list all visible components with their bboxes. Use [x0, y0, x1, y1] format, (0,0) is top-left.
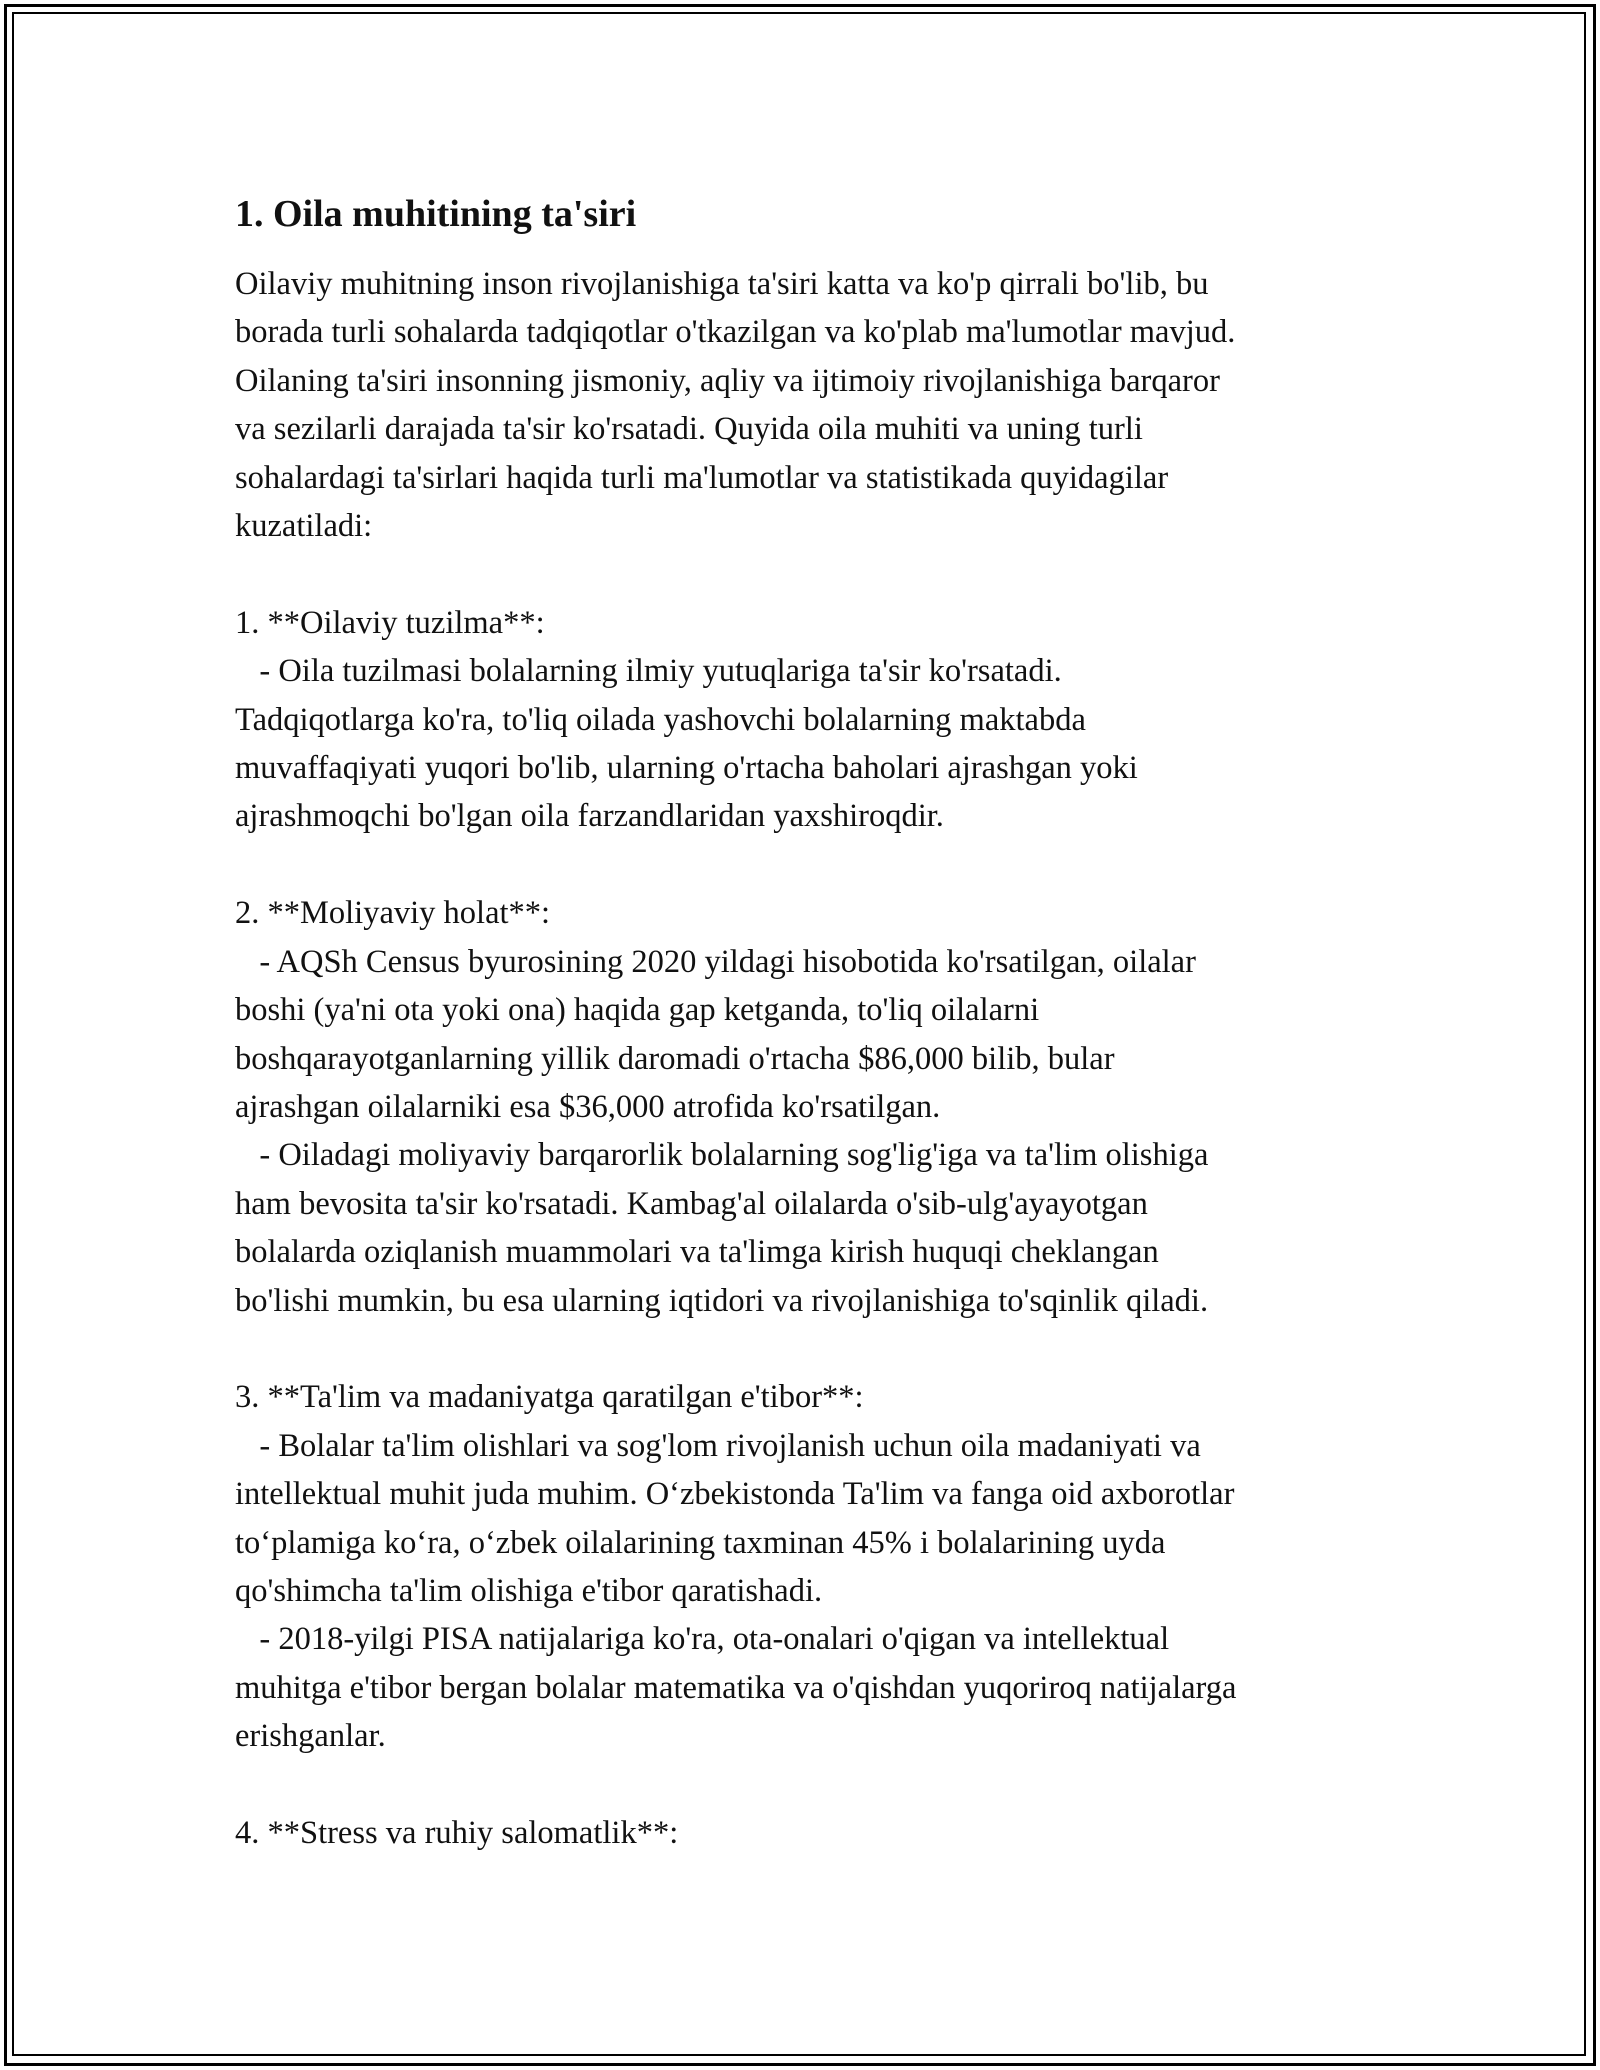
text-line: - Oila tuzilmasi bolalarning ilmiy yutuqlariga ta'sir ko'rsatadi.	[235, 653, 1062, 690]
text-line: - AQSh Census byurosining 2020 yildagi hisobotida ko'rsatilgan, oilalar	[235, 943, 1196, 980]
text-line: Oilaning ta'siri insonning jismoniy, aqliy va ijtimoiy rivojlanishiga barqaror	[235, 362, 1220, 399]
text-line: 1. **Oilaviy tuzilma**:	[235, 604, 545, 641]
text-line: to‘plamiga ko‘ra, o‘zbek oilalarining taxminan 45% i bolalarining uyda	[235, 1524, 1166, 1561]
text-line: bo'lishi mumkin, bu esa ularning iqtidori va rivojlanishiga to'sqinlik qiladi.	[235, 1282, 1209, 1319]
text-line: boshqarayotganlarning yillik daromadi o'rtacha $86,000 bilib, bular	[235, 1040, 1115, 1077]
text-line: - Bolalar ta'lim olishlari va sog'lom rivojlanish uchun oila madaniyati va	[235, 1427, 1201, 1464]
section-heading: 1. Oila muhitining ta'siri	[235, 193, 637, 235]
blank-line	[235, 550, 1395, 598]
text-line: Oilaviy muhitning inson rivojlanishiga ta'siri katta va ko'p qirrali bo'lib, bu	[235, 266, 1209, 302]
text-line: borada turli sohalarda tadqiqotlar o'tkazilgan va ko'plab ma'lumotlar mavjud.	[235, 314, 1236, 351]
text-line: 2. **Moliyaviy holat**:	[235, 895, 551, 932]
document-page	[235, 188, 1395, 1857]
text-line: muvaffaqiyati yuqori bo'lib, ularning o'rtacha baholari ajrashgan yoki	[235, 750, 1138, 787]
text-line: ham bevosita ta'sir ko'rsatadi. Kambag'al oilalarda o'sib-ulg'ayayotgan	[235, 1185, 1148, 1222]
text-line: boshi (ya'ni ota yoki ona) haqida gap ketganda, to'liq oilalarni	[235, 992, 1040, 1029]
text-line: - Oiladagi moliyaviy barqarorlik bolalarning sog'lig'iga va ta'lim olishiga	[235, 1137, 1209, 1174]
blank-line	[235, 1761, 1395, 1809]
text-line: kuzatiladi:	[235, 508, 373, 545]
text-line: bolalarda oziqlanish muammolari va ta'limga kirish huquqi cheklangan	[235, 1234, 1159, 1271]
text-line: 4. **Stress va ruhiy salomatlik**:	[235, 1815, 679, 1851]
text-line: muhitga e'tibor bergan bolalar matematika va o'qishdan yuqoriroq natijalarga	[235, 1669, 1237, 1706]
text-line: ajrashgan oilalarniki esa $36,000 atrofida ko'rsatilgan.	[235, 1088, 941, 1125]
text-line: sohalardagi ta'sirlari haqida turli ma'lumotlar va statistikada quyidagilar	[235, 459, 1169, 496]
text-line: - 2018-yilgi PISA natijalariga ko'ra, ota-onalari o'qigan va intellektual	[235, 1621, 1170, 1658]
text-line: Tadqiqotlarga ko'ra, to'liq oilada yashovchi bolalarning maktabda	[235, 701, 1086, 738]
text-line: 3. **Ta'lim va madaniyatga qaratilgan e'tibor**:	[235, 1379, 864, 1416]
blank-line	[235, 1325, 1395, 1373]
document-body	[235, 260, 1395, 1857]
text-line: intellektual muhit juda muhim. O‘zbekistonda Ta'lim va fanga oid axborotlar	[235, 1476, 1235, 1513]
text-line: va sezilarli darajada ta'sir ko'rsatadi. Quyida oila muhiti va uning turli	[235, 411, 1143, 448]
text-line: ajrashmoqchi bo'lgan oila farzandlaridan yaxshiroqdir.	[235, 798, 944, 835]
text-line: erishganlar.	[235, 1718, 386, 1755]
blank-line	[235, 841, 1395, 889]
text-line: qo'shimcha ta'lim olishiga e'tibor qaratishadi.	[235, 1572, 823, 1609]
